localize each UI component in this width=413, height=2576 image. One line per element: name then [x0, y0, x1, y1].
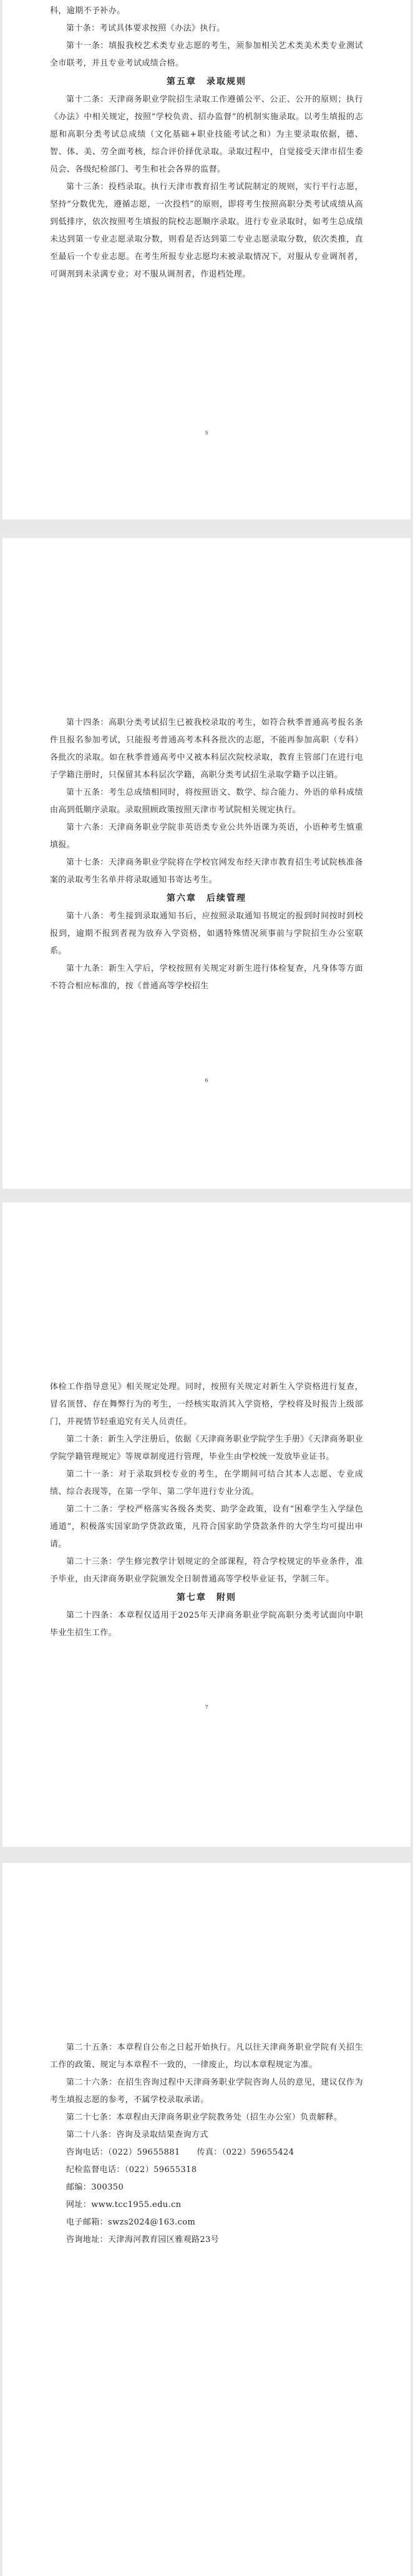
paragraph: 第二十七条：本章程由天津商务职业学院教务处（招生办公室）负责解释。 — [66, 2113, 343, 2122]
page-number: 7 — [205, 1704, 208, 1710]
paragraph: 第十条：考试具体要求按照《办法》执行。 — [66, 24, 225, 33]
document-page-8 — [2, 1863, 411, 2576]
contact-website — [50, 2196, 363, 2214]
contact-postcode — [50, 2179, 363, 2196]
paragraph: 第十六条：天津商务职业学院非英语类专业公共外语课为英语，小语种考生慎重填报。 — [50, 823, 363, 850]
contact-value: （022）59655318 — [124, 2165, 197, 2175]
contact-value: 天津海河教育园区雅观路23号 — [108, 2235, 220, 2244]
document-page-7 — [2, 1202, 411, 1847]
paragraph: 第十八条：考生接到录取通知书后，应按照录取通知书规定的报到时间按时到校报到，逾期不报到者视为放弃入学资格，如遇特殊情况须事前与学院招生办公室联系。 — [50, 912, 363, 956]
contact-value: www.tcc1955.edu.cn — [91, 2200, 182, 2210]
paragraph: 第十五条：考生总成绩相同时，将按照语文、数学、综合能力、外语的单科成绩由高到低顺序录取。录取照顾政策按照天津市考试院相关规定执行。 — [50, 788, 363, 815]
document-page-6 — [2, 538, 411, 1189]
contact-label: 咨询地址： — [66, 2235, 109, 2244]
contact-label: 电子邮箱： — [66, 2218, 109, 2227]
contact-supervision-phone — [50, 2161, 363, 2179]
chapter-heading: 第七章 附则 — [177, 1593, 236, 1603]
paragraph: 第十二条：天津商务职业学院招生录取工作遵循公平、公正、公开的原则；执行《办法》中相关规定，按照“学校负责、招办监督”的机制实施录取。以考生填报的志愿和高职分类考试总成绩（文化基础+职业技能考试之和）为主要录取依据，德、智、体、美、劳全面考核，综合评价择优录取。录取过程中，自觉接受天津市招生委员会、各级纪检部门、考生和社会各界的监督。 — [50, 95, 363, 174]
contact-value: 300350 — [91, 2183, 124, 2192]
paragraph: 第二十二条：学校严格落实各级各类奖、助学金政策，设有“困难学生入学绿色通道”，积极落实国家助学贷款政策，凡符合国家助学贷款条件的大学生均可提出申请。 — [50, 1505, 363, 1549]
contact-label: 咨询电话： — [66, 2148, 109, 2157]
paragraph: 第二十一条：对于录取到校专业的考生，在学期间可结合其本人志愿、专业成绩、综合表现等，在第一学年、第二学年进行专业分流。 — [50, 1470, 363, 1497]
contact-label: 网址： — [66, 2200, 92, 2210]
paragraph: 第二十六条：在招生咨询过程中天津商务职业学院咨询人员的意见，建议仅作为考生填报志愿的参考，不属学校录取承诺。 — [50, 2078, 363, 2105]
paragraph: 第十三条：投档录取。执行天津市教育招生考试院制定的规则，实行平行志愿，坚持“分数优先，遵循志愿，一次投档”的原则，即将考生按照高职分类考试成绩从高到低排序，依次按照考生填报的院校志愿顺序录取。进行专业录取时，如考生总成绩未达到第一专业志愿录取分数，则看是否达到第二专业志愿录取分数，依次类推，直至最后一个专业志愿。在考生所报专业志愿均未被录取情况下，对服从专业调剂者，可调剂到未录满专业；对不服从调剂者，作退档处理。 — [50, 182, 363, 279]
paragraph: 第十四条：高职分类考试招生已被我校录取的考生，如符合秋季普通高考报名条件且报名参加考试，只能报考普通高考本科各批次的志愿，不能再参加高职（专科）各批次的录取。如在秋季普通高考中又被本科层次院校录取，教育主管部门在进行电子学籍注册时，只保留其本科层次学籍，高职分类考试招生录取学籍予以注销。 — [50, 718, 363, 780]
page-content — [50, 714, 363, 995]
paragraph: 第二十三条：学生修完教学计划规定的全部课程，符合学校规定的毕业条件，准予毕业，由天津商务职业学院颁发全日制普通高等学校毕业证书，学制三年。 — [50, 1557, 363, 1584]
contact-value: swzs2024@163.com — [108, 2218, 196, 2227]
document-page-5 — [2, 0, 411, 519]
chapter-heading: 第六章 后续管理 — [167, 893, 246, 903]
contact-label: 纪检监督电话： — [66, 2165, 125, 2175]
paragraph: 第十七条：天津商务职业学院将在学校官网发布经天津市教育招生考试院核准备案的录取考生名单并将录取通知书寄达考生。 — [50, 858, 363, 885]
page-number: 5 — [205, 430, 208, 436]
chapter-heading: 第五章 录取规则 — [167, 77, 246, 87]
contact-email — [50, 2214, 363, 2231]
paragraph: 科，逾期不予补办。 — [50, 6, 125, 16]
paragraph: 第二十条：新生入学注册后，依据《天津商务职业学院学生手册》《天津商务职业学院学籍管理规定》等规章制度进行管理，毕业生由学校统一发放毕业证书。 — [50, 1435, 363, 1462]
contact-phone — [50, 2144, 363, 2161]
contact-value: （022）59655881 传真：（022）59655424 — [108, 2148, 294, 2157]
contact-label: 邮编： — [66, 2183, 92, 2192]
paragraph: 第十九条：新生入学后，学校按照有关规定对新生进行体检复查，凡身体等方面不符合相应标准的，按《普通高等学校招生 — [50, 964, 363, 991]
page-content — [50, 2, 363, 283]
paragraph: 第二十八条：咨询及录取结果查询方式 — [66, 2130, 208, 2140]
page-content — [50, 2039, 363, 2249]
paragraph: 第十一条：填报我校艺术类专业志愿的考生，须参加相关艺术类美术类专业测试全市联考，并且专业考试成绩合格。 — [50, 41, 363, 68]
page-number: 6 — [205, 1078, 208, 1083]
paragraph: 第二十四条：本章程仅适用于2025年天津商务职业学院高职分类考试面向中职毕业生招生工作。 — [50, 1611, 363, 1638]
paragraph: 第二十五条：本章程自公布之日起开始执行。凡以往天津商务职业学院有关招生工作的政策、规定与本章程不一致的，一律废止，均以本章程规定为准。 — [50, 2043, 363, 2070]
paragraph: 体检工作指导意见》相关规定处理。同时，按照有关规定对新生入学资格进行复查，冒名顶替、存在舞弊行为的考生，一经核实取消其入学资格，学校将及时报告上级部门，并视情节轻重追究有关人员责任。 — [50, 1382, 363, 1427]
contact-address — [50, 2231, 363, 2249]
page-content — [50, 1379, 363, 1642]
